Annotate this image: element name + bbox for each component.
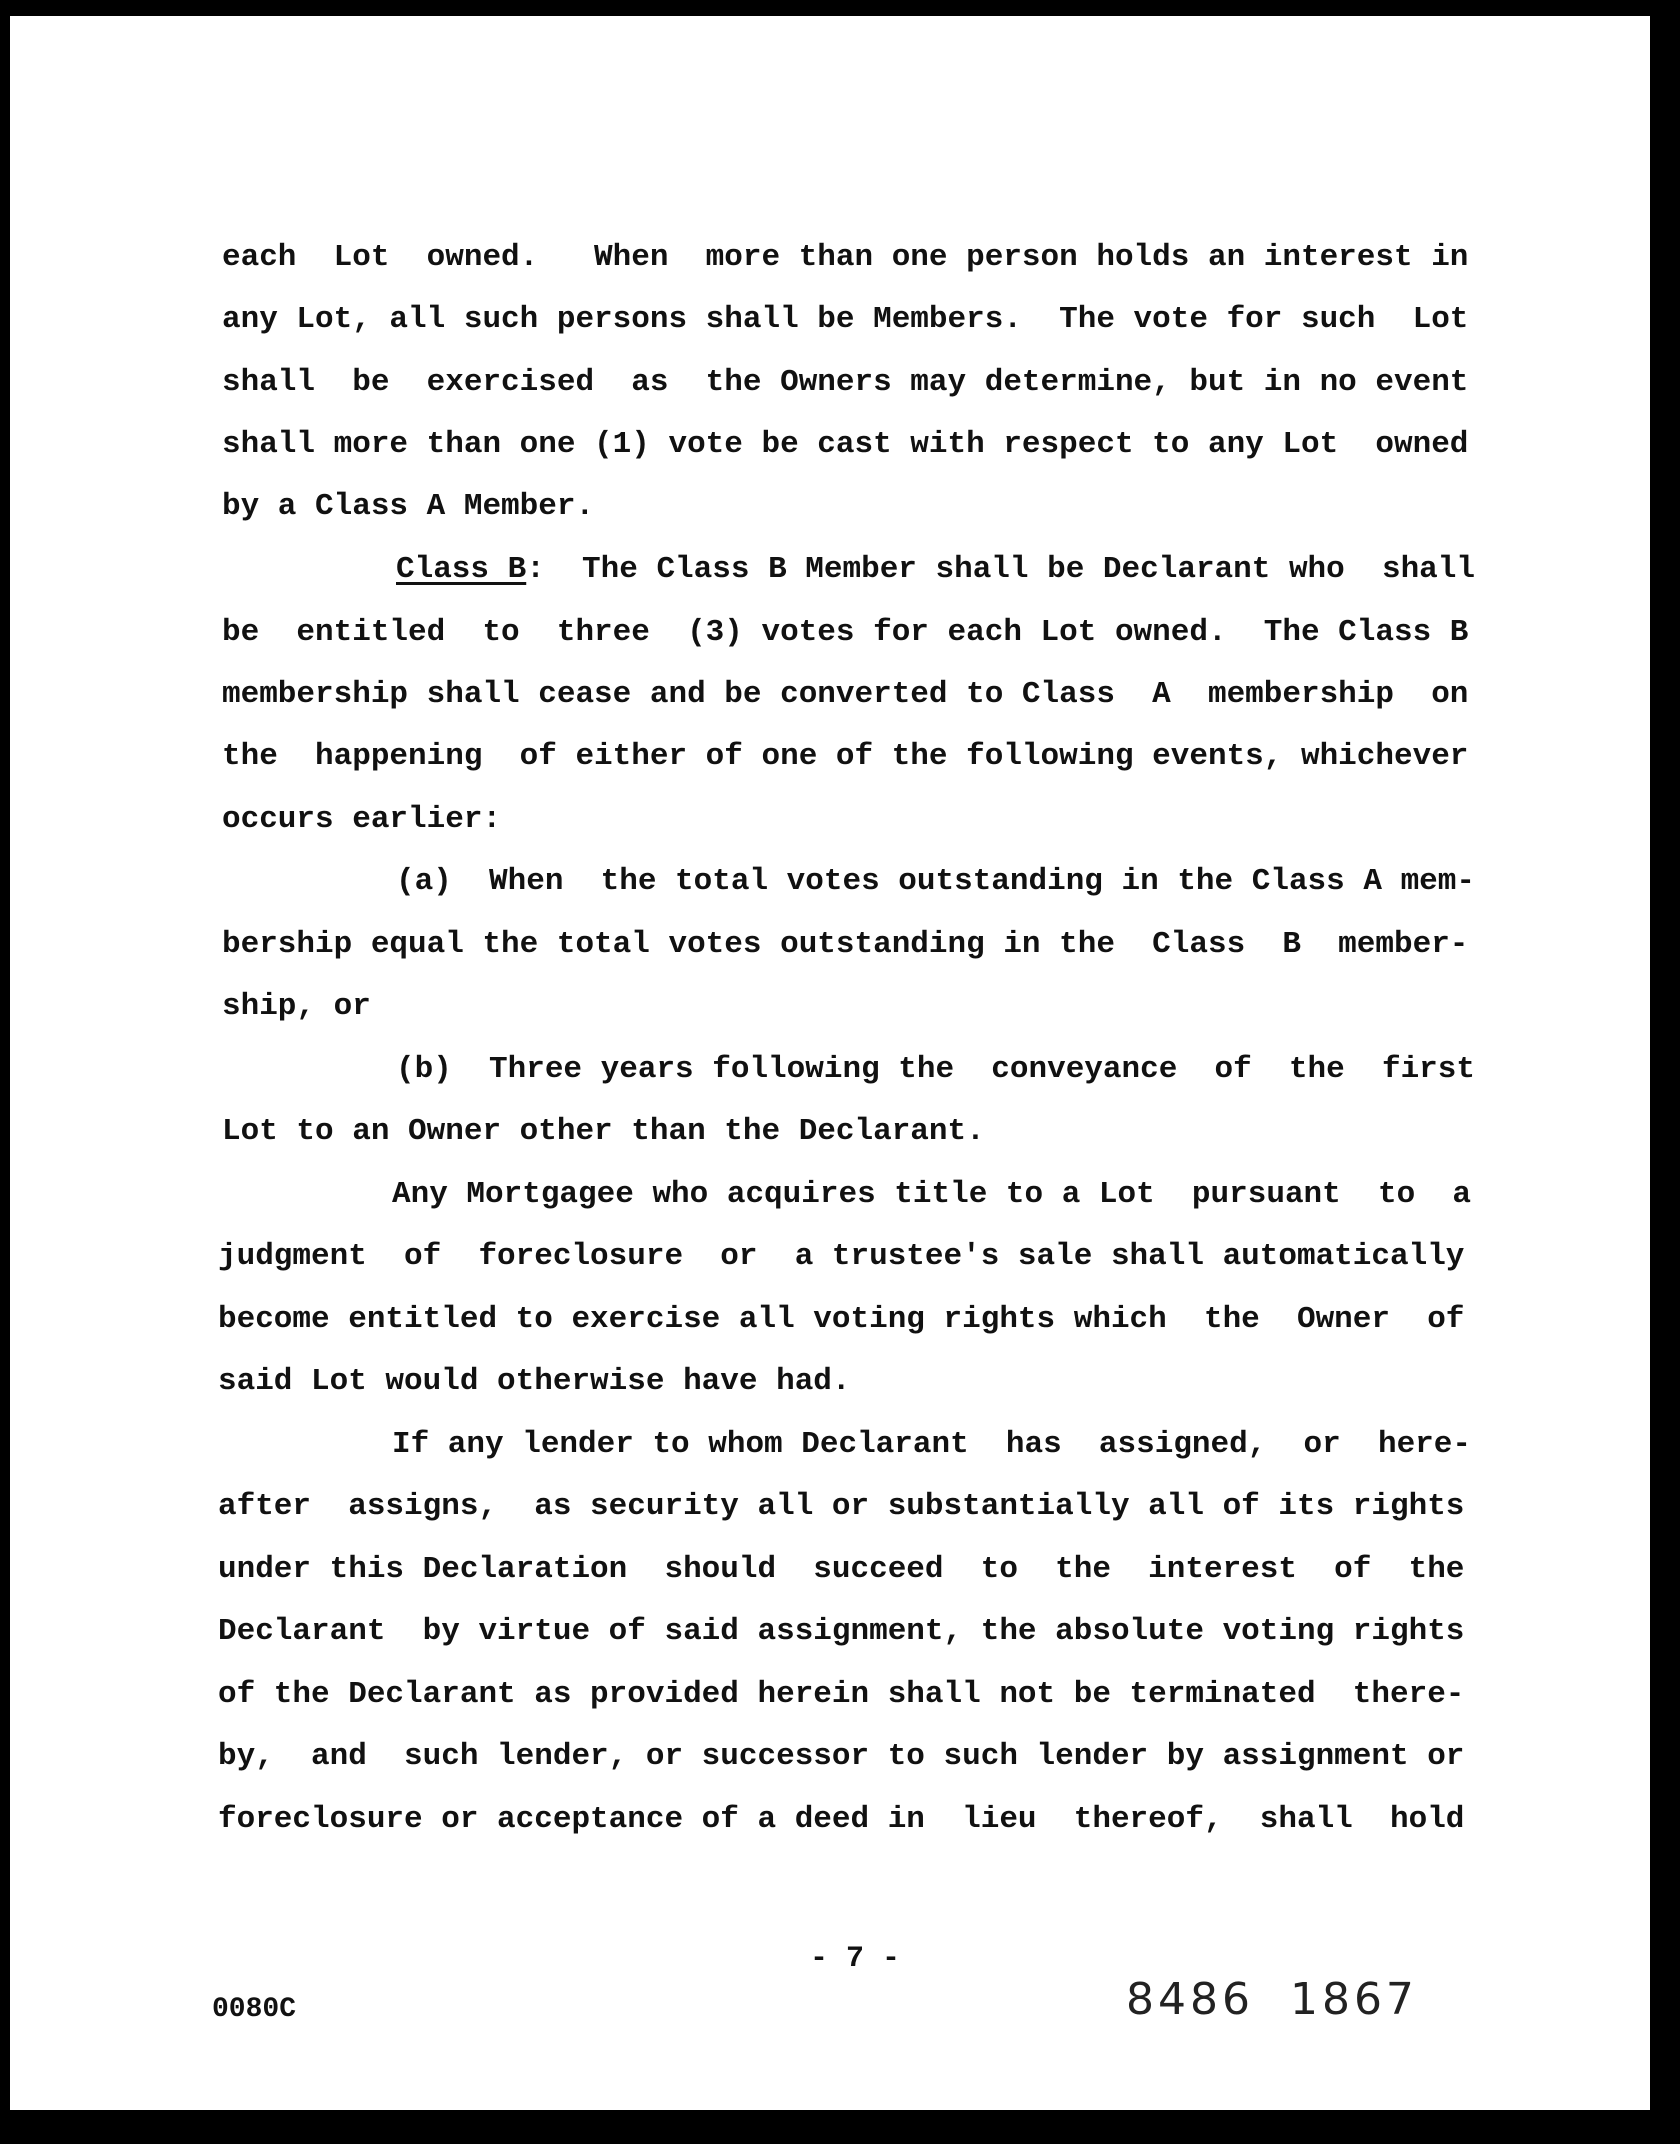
text-line: Lot to an Owner other than the Declarant. xyxy=(222,1114,985,1149)
text-line: by a Class A Member. xyxy=(222,489,595,524)
text-line: under this Declaration should succeed to the interest of the xyxy=(218,1552,1465,1587)
text-line: any Lot, all such persons shall be Members. The vote for such Lot xyxy=(222,302,1469,337)
text-line: become entitled to exercise all voting rights which the Owner of xyxy=(218,1302,1465,1337)
text-line: membership shall cease and be converted to Class A membership on xyxy=(222,677,1469,712)
scan-edge-mark xyxy=(1660,1970,1680,2050)
text-line: be entitled to three (3) votes for each Lot owned. The Class B xyxy=(222,615,1469,650)
text-line: Any Mortgagee who acquires title to a Lot pursuant to a xyxy=(392,1177,1471,1212)
text-line: by, and such lender, or successor to such lender by assignment or xyxy=(218,1739,1465,1774)
text-line: each Lot owned. When more than one person holds an interest in xyxy=(222,240,1469,275)
text-line: shall be exercised as the Owners may determine, but in no event xyxy=(222,365,1469,400)
text-line: said Lot would otherwise have had. xyxy=(218,1364,851,1399)
page-number: - 7 - xyxy=(810,1942,901,1976)
text-line: bership equal the total votes outstanding in the Class B member- xyxy=(222,927,1469,962)
text-line: the happening of either of one of the following events, whichever xyxy=(222,739,1469,774)
text-line: (a) When the total votes outstanding in the Class A mem- xyxy=(396,864,1475,899)
text-line: ship, or xyxy=(222,989,371,1024)
text-line: foreclosure or acceptance of a deed in lieu thereof, shall hold xyxy=(218,1802,1465,1837)
text-line: after assigns, as security all or substantially all of its rights xyxy=(218,1489,1465,1524)
document-page xyxy=(10,16,1650,2110)
text-line: Declarant by virtue of said assignment, the absolute voting rights xyxy=(218,1614,1465,1649)
document-body xyxy=(10,16,1475,1837)
text-line: If any lender to whom Declarant has assigned, or here- xyxy=(392,1427,1471,1462)
text-line: occurs earlier: xyxy=(222,802,502,837)
recording-stamp: 8486 1867 xyxy=(1126,1974,1418,2025)
class-b-heading: Class B xyxy=(396,552,527,587)
text-line: (b) Three years following the conveyance of the first xyxy=(396,1052,1475,1087)
text-line: shall more than one (1) vote be cast with respect to any Lot owned xyxy=(222,427,1469,462)
class-b-text: : The Class B Member shall be Declarant who shall xyxy=(526,552,1475,587)
text-line: judgment of foreclosure or a trustee's sale shall automatically xyxy=(218,1239,1465,1274)
class-b-line xyxy=(396,550,1475,590)
document-code: 0080C xyxy=(212,1994,297,2025)
text-line: of the Declarant as provided herein shall not be terminated there- xyxy=(218,1677,1465,1712)
